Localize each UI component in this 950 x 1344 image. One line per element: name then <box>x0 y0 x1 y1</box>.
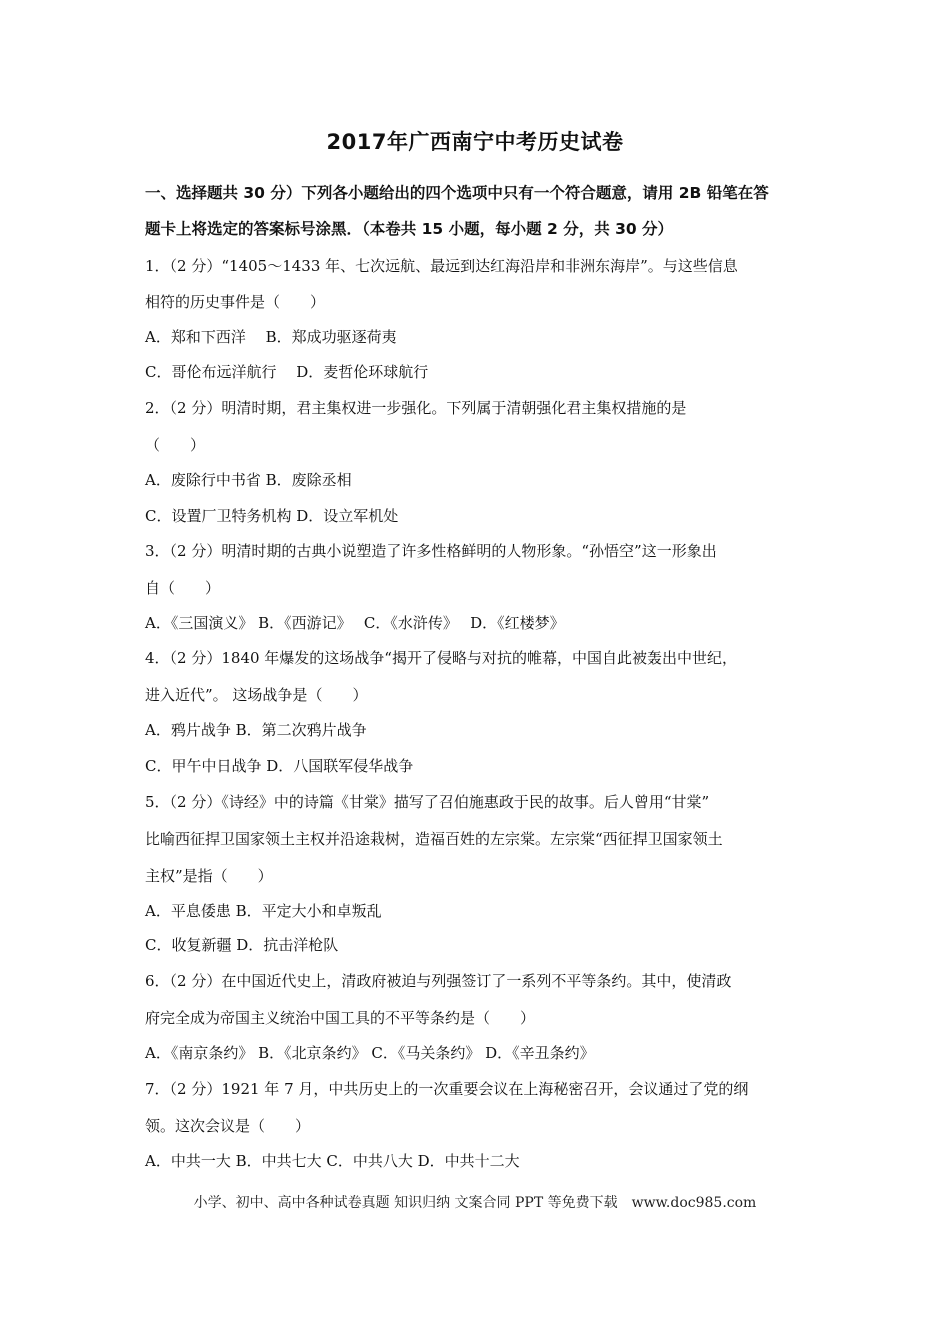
question-7-stem-line-1: 7．（2 分）1921 年 7 月，中共历史上的一次重要会议在上海秘密召开，会议通过了党的纲 <box>145 1080 749 1098</box>
page-title: 2017年广西南宁中考历史试卷 <box>326 130 624 154</box>
question-1-stem-line-1: 1．（2 分）“1405～1433 年、七次远航、最远到达红海沿岸和非洲东海岸”。与这些信息 <box>145 257 738 275</box>
question-7-options-line-1: A．中共一大 B．中共七大 C．中共八大 D．中共十二大 <box>145 1152 520 1170</box>
question-3-stem-line-2: 自（ ） <box>145 579 221 597</box>
question-6-options-line-1: A．《南京条约》 B．《北京条约》 C．《马关条约》 D．《辛丑条约》 <box>145 1044 595 1062</box>
question-1-stem-line-2: 相符的历史事件是（ ） <box>145 293 326 311</box>
question-1-options-line-2: C．哥伦布远洋航行 D．麦哲伦环球航行 <box>145 363 429 381</box>
question-2-stem-line-1: 2．（2 分）明清时期，君主集权进一步强化。下列属于清朝强化君主集权措施的是 <box>145 399 687 417</box>
question-4-options-line-2: C．甲午中日战争 D．八国联军侵华战争 <box>145 757 414 775</box>
question-5-stem-line-1: 5．（2 分）《诗经》中的诗篇《甘棠》描写了召伯施惠政于民的故事。后人曾用“甘棠” <box>145 793 710 811</box>
question-6-stem-line-2: 府完全成为帝国主义统治中国工具的不平等条约是（ ） <box>145 1009 536 1027</box>
question-6-stem-line-1: 6．（2 分）在中国近代史上，清政府被迫与列强签订了一系列不平等条约。其中，使清政 <box>145 972 732 990</box>
question-2-options-line-1: A．废除行中书省 B．废除丞相 <box>145 471 352 489</box>
question-5-stem-line-2: 比喻西征捍卫国家领土主权并沿途栽树，造福百姓的左宗棠。左宗棠“西征捍卫国家领土 <box>145 830 723 848</box>
question-1-options-line-1: A．郑和下西洋 B．郑成功驱逐荷夷 <box>145 328 397 346</box>
question-7-stem-line-2: 领。这次会议是（ ） <box>145 1117 311 1135</box>
question-5-options-line-2: C．收复新疆 D．抗击洋枪队 <box>145 936 339 954</box>
question-4-stem-line-1: 4．（2 分）1840 年爆发的这场战争“揭开了侵略与对抗的帷幕，中国自此被轰出中世纪， <box>145 649 737 667</box>
page-footer: 小学、初中、高中各种试卷真题 知识归纳 文案合同 PPT 等免费下载 www.doc985.com <box>193 1195 757 1211</box>
question-3-options-line-1: A．《三国演义》 B．《西游记》 C．《水浒传》 D．《红楼梦》 <box>145 614 565 632</box>
question-5-stem-line-3: 主权”是指（ ） <box>145 867 273 885</box>
section-heading-line-2: 题卡上将选定的答案标号涂黑．（本卷共 15 小题，每小题 2 分，共 30 分） <box>145 220 674 238</box>
question-5-options-line-1: A．平息倭患 B．平定大小和卓叛乱 <box>145 902 382 920</box>
question-4-options-line-1: A．鸦片战争 B．第二次鸦片战争 <box>145 721 367 739</box>
question-4-stem-line-2: 进入近代”。 这场战争是（ ） <box>145 686 368 704</box>
question-2-options-line-2: C．设置厂卫特务机构 D．设立军机处 <box>145 507 399 525</box>
question-3-stem-line-1: 3．（2 分）明清时期的古典小说塑造了许多性格鲜明的人物形象。“孙悟空”这一形象出 <box>145 542 717 560</box>
question-2-stem-line-2: （ ） <box>145 436 206 454</box>
section-heading-line-1: 一、选择题共 30 分）下列各小题给出的四个选项中只有一个符合题意，请用 2B 铅笔在答 <box>145 184 769 202</box>
